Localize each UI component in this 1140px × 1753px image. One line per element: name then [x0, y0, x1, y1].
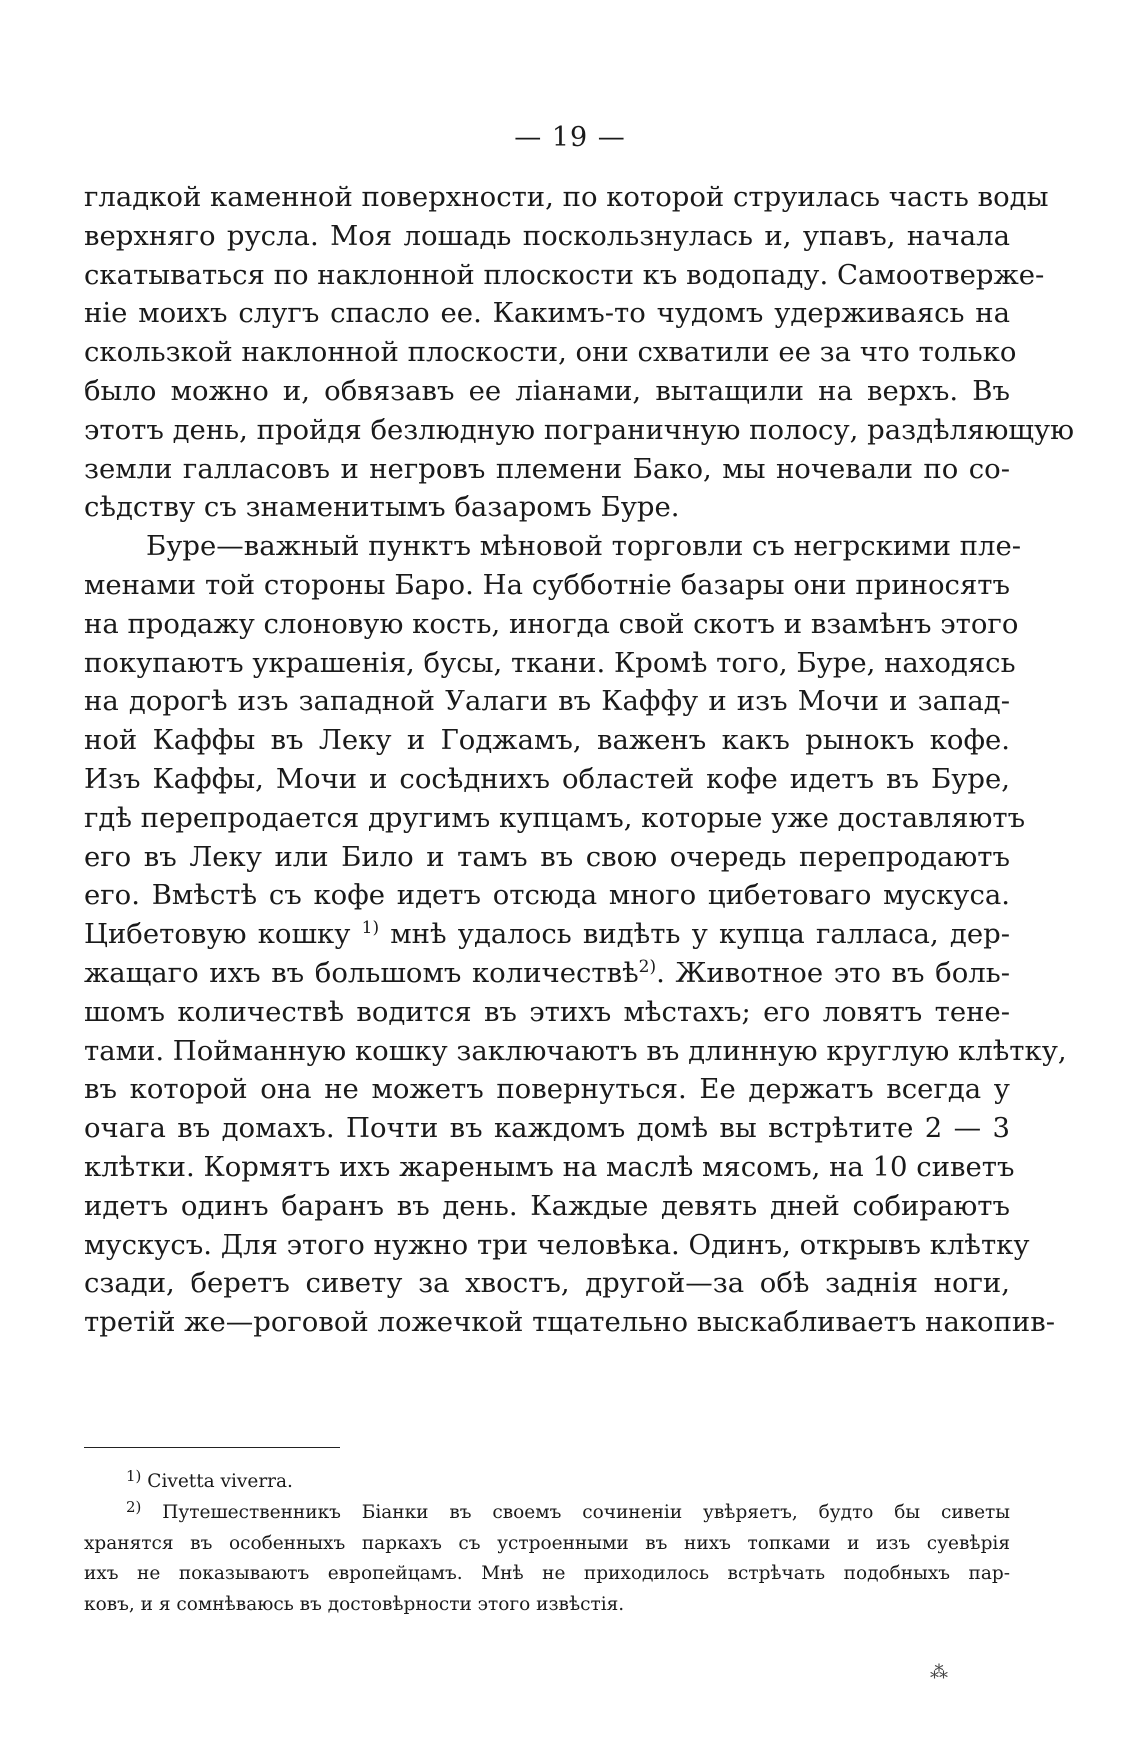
main-text	[84, 178, 1075, 1342]
text-line: скатываться по наклонной плоскости къ водопаду. Самоотверже-	[84, 258, 1045, 291]
text-fragment: . Животное это въ боль-	[656, 956, 1010, 989]
text-line: третій же—роговой ложечкой тщательно выскабливаетъ накопив-	[84, 1306, 1056, 1339]
footnote-marker: 2)	[126, 1497, 142, 1516]
text-line: ной Каффы въ Леку и Годжамъ, важенъ какъ рынокъ кофе.	[84, 724, 1010, 757]
footnote-line: ихъ не показываютъ европейцамъ. Мнѣ не приходилось встрѣчать подобныхъ пар-	[84, 1563, 1010, 1585]
footnotes	[84, 1467, 1010, 1621]
text-line-with-footnote	[84, 915, 1010, 954]
footnote-text: Civetta viverra.	[147, 1471, 293, 1492]
text-line: тами. Пойманную кошку заключаютъ въ длинную круглую клѣтку,	[84, 1034, 1067, 1067]
footnote-ref-2: 2)	[638, 956, 657, 977]
footnote-line: ковъ, и я сомнѣваюсь въ достовѣрности этого извѣстія.	[84, 1594, 625, 1616]
footnote-separator	[84, 1447, 340, 1448]
text-line: гладкой каменной поверхности, по которой струилась часть воды	[84, 181, 1049, 213]
text-line: его. Вмѣстѣ съ кофе идетъ отсюда много цибетоваго мускуса.	[84, 879, 1010, 912]
page-number: — 19 —	[514, 122, 626, 153]
text-line: ніе моихъ слугъ спасло ее. Какимъ-то чудомъ удерживаясь на	[84, 297, 1010, 330]
text-line: клѣтки. Кормятъ ихъ жаренымъ на маслѣ мясомъ, на 10 сиветъ	[84, 1150, 1015, 1183]
paragraph-1	[84, 178, 1075, 527]
text-fragment: мнѣ удалось видѣть у купца галласа, дер-	[390, 918, 1011, 951]
print-speck: ⁂	[930, 1662, 948, 1683]
text-line: на дорогѣ изъ западной Уалаги въ Каффу и изъ Мочи и запад-	[84, 685, 1010, 718]
text-line: сѣдству съ знаменитымъ базаромъ Буре.	[84, 491, 680, 524]
text-line: шомъ количествѣ водится въ этихъ мѣстахъ; его ловятъ тене-	[84, 995, 1010, 1028]
footnote-line	[84, 1498, 1010, 1529]
text-line: сзади, беретъ сивету за хвостъ, другой—за обѣ заднія ноги,	[84, 1267, 1010, 1300]
footnote-ref-1: 1)	[361, 918, 380, 939]
paragraph-2	[84, 527, 1067, 1342]
footnote-line	[84, 1467, 1010, 1498]
text-line: земли галласовъ и негровъ племени Бако, мы ночевали по со-	[84, 452, 1010, 485]
footnote-text: Путешественникъ Біанки въ своемъ сочиненіи увѣряетъ, будто бы сиветы	[162, 1501, 1011, 1523]
footnote-line: хранятся въ особенныхъ паркахъ съ устроенными въ нихъ топками и изъ суевѣрія	[84, 1532, 1010, 1554]
text-line: верхняго русла. Моя лошадь поскользнулась и, упавъ, начала	[84, 219, 1010, 252]
footnote-2	[84, 1498, 1010, 1621]
text-line: очага въ домахъ. Почти въ каждомъ домѣ вы встрѣтите 2 — 3	[84, 1112, 1010, 1145]
text-line-with-footnote	[84, 954, 1010, 993]
footnote-marker: 1)	[126, 1467, 142, 1485]
text-line: покупаютъ украшенія, бусы, ткани. Кромѣ того, Буре, находясь	[84, 646, 1016, 679]
text-line: идетъ одинъ баранъ въ день. Каждые девять дней собираютъ	[84, 1189, 1010, 1222]
text-line: гдѣ перепродается другимъ купцамъ, которые уже доставляютъ	[84, 801, 1026, 834]
text-line: его въ Леку или Било и тамъ въ свою очередь перепродаютъ	[84, 840, 1010, 873]
text-line: въ которой она не можетъ повернуться. Ее держатъ всегда у	[84, 1073, 1010, 1106]
text-line: этотъ день, пройдя безлюдную пограничную полосу, раздѣляющую	[84, 413, 1075, 446]
text-line: менами той стороны Баро. На субботніе базары они приносятъ	[84, 568, 1010, 601]
text-line: мускусъ. Для этого нужно три человѣка. Одинъ, открывъ клѣтку	[84, 1228, 1030, 1261]
footnote-1	[84, 1467, 1010, 1498]
text-line: было можно и, обвязавъ ее ліанами, вытащили на верхъ. Въ	[84, 374, 1010, 407]
text-line: Изъ Каффы, Мочи и сосѣднихъ областей кофе идетъ въ Буре,	[84, 762, 1010, 795]
text-line: скользкой наклонной плоскости, они схватили ее за что только	[84, 336, 1017, 369]
text-line: на продажу слоновую кость, иногда свой скотъ и взамѣнъ этого	[84, 607, 1019, 640]
text-line: Буре—важный пунктъ мѣновой торговли съ негрскими пле-	[146, 530, 1022, 563]
text-fragment: Цибетовую кошку	[84, 918, 351, 951]
text-fragment: жащаго ихъ въ большомъ количествѣ	[84, 956, 639, 989]
